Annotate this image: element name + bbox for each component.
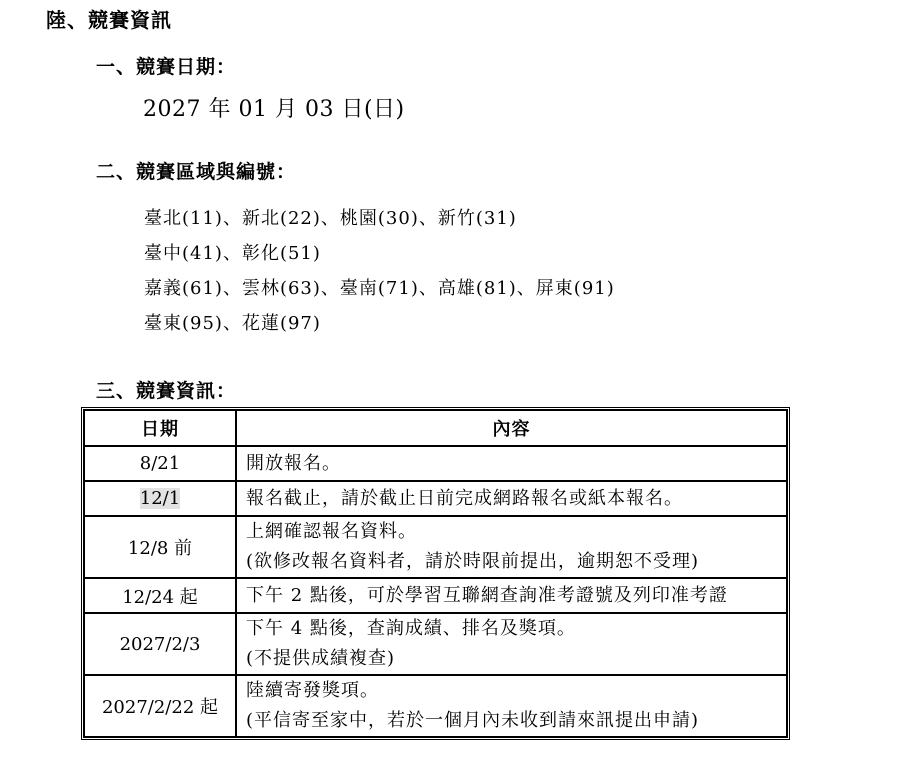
row-content: [236, 446, 787, 481]
header-date: 日期: [84, 410, 236, 446]
row-date: 8/21: [84, 446, 236, 481]
header-content: 內容: [236, 410, 787, 446]
row-content-line: 報名截止，請於截止日前完成網路報名或紙本報名。: [246, 487, 683, 509]
row-content-line: (不提供成績複查): [246, 648, 396, 669]
region-line: 嘉義(61)、雲林(63)、臺南(71)、高雄(81)、屏東(91): [144, 278, 615, 299]
date-heading: 一、競賽日期：: [96, 56, 237, 78]
table-row: [84, 516, 787, 578]
section-title: 陸、競賽資訊: [46, 8, 172, 32]
info-heading: 三、競賽資訊：: [96, 380, 237, 402]
row-content-line: 上網確認報名資料。: [246, 521, 417, 542]
row-content-line: 開放報名。: [246, 452, 341, 474]
region-line: 臺東(95)、花蓮(97): [144, 313, 321, 334]
table-header-row: [84, 410, 787, 446]
row-date: 2027/2/22 起: [84, 675, 236, 737]
highlighted-date: 12/1: [139, 488, 181, 509]
competition-date: 2027 年 01 月 03 日(日): [143, 97, 405, 122]
row-content-line: (平信寄至家中，若於一個月內未收到請來訊提出申請): [246, 710, 700, 731]
table-row: [84, 675, 787, 737]
row-content: [236, 516, 787, 578]
table-row: [84, 446, 787, 481]
region-heading: 二、競賽區域與編號：: [96, 161, 297, 183]
row-content: [236, 675, 787, 737]
row-date: 2027/2/3: [84, 613, 236, 675]
row-content-line: (欲修改報名資料者，請於時限前提出，逾期恕不受理): [246, 551, 700, 572]
table-row: [84, 613, 787, 675]
schedule-table: [81, 407, 790, 740]
row-content: [236, 613, 787, 675]
row-date: [84, 481, 236, 516]
region-line: 臺北(11)、新北(22)、桃園(30)、新竹(31): [144, 208, 517, 229]
region-line: 臺中(41)、彰化(51): [144, 243, 321, 264]
row-content: [236, 578, 787, 613]
row-date: 12/24 起: [84, 578, 236, 613]
row-date: 12/8 前: [84, 516, 236, 578]
row-content-line: 下午 4 點後，查詢成績、排名及獎項。: [246, 618, 576, 639]
table-row: [84, 578, 787, 613]
row-content: [236, 481, 787, 516]
row-content-line: 下午 2 點後，可於學習互聯網查詢准考證號及列印准考證: [246, 584, 728, 606]
table-row: [84, 481, 787, 516]
row-content-line: 陸續寄發獎項。: [246, 680, 379, 701]
